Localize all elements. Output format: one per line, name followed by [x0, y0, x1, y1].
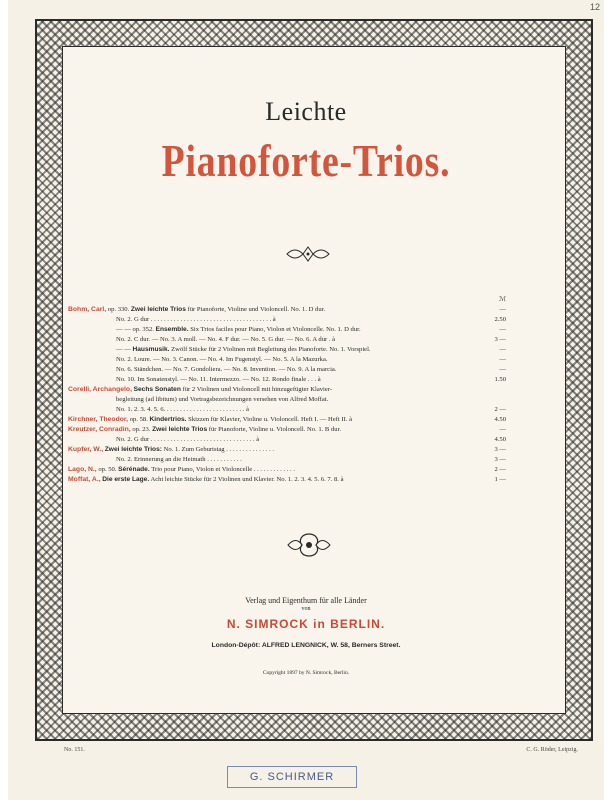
entry-detail: No. 1. Zum Geburtstag . . . . . . . . . . . . . . .: [161, 446, 275, 453]
catalogue-entry: [68, 335, 506, 345]
entry-price: 3 —: [494, 456, 506, 463]
work-title: Hausmusik.: [132, 346, 170, 353]
engraver-credit: C. G. Röder, Leipzig.: [526, 747, 578, 753]
work-title: Ensemble.: [155, 326, 189, 333]
work-title: Zwei leichte Trios: [130, 306, 186, 313]
ornament-divider-icon: [285, 244, 331, 264]
entry-text: op. 23.: [130, 426, 153, 433]
catalogue-entry: [68, 405, 506, 415]
plate-number: No. 151.: [64, 747, 85, 753]
entry-detail: Acht leichte Stücke für 2 Violinen und Klavier. No. 1. 2. 3. 4. 5. 6. 7. 8. à: [149, 476, 344, 483]
entry-price: 3 —: [494, 336, 506, 343]
catalogue-entry: [68, 435, 506, 445]
composer-name: Kupfer, W.,: [68, 446, 104, 453]
entry-text: op. 58.: [128, 416, 150, 423]
work-title: Sechs Sonaten: [133, 386, 181, 393]
price-column-header: ℳ: [498, 296, 506, 303]
catalogue-entry: [68, 325, 506, 335]
composer-name: Bohm, Carl,: [68, 306, 107, 313]
copyright-notice: Copyright 1897 by N. Simrock, Berlin.: [262, 670, 350, 676]
entry-text: No. 6. Ständchen. — No. 7. Gondoliera. — No. 8. Invention. — No. 9. A la marcia.: [116, 366, 337, 373]
title-leichte: Leichte: [265, 97, 347, 126]
work-title: Sérénade.: [118, 466, 150, 473]
work-title: Kindertrios.: [149, 416, 187, 423]
entry-price: 4.50: [494, 436, 506, 443]
catalogue-entry: [68, 415, 506, 425]
entry-detail: Trio pour Piano, Violon et Violoncelle . . . . . . . . . . . . .: [149, 466, 295, 473]
entry-price: —: [499, 306, 506, 313]
catalogue-entry: [68, 445, 506, 455]
publisher-name: N. SIMROCK in BERLIN.: [226, 617, 386, 631]
entry-text: op. 330.: [106, 306, 131, 313]
composer-name: Lago, N.,: [68, 466, 97, 473]
entry-price: 4.50: [494, 416, 506, 423]
catalogue-entry: [68, 305, 506, 315]
entry-detail: Six Trios faciles pour Piano, Violon et Violoncelle. No. 1. D dur.: [188, 326, 361, 333]
catalogue-entry: [68, 375, 506, 385]
entry-text: No. 2. C dur. — No. 3. A moll. — No. 4. F dur. — No. 5. G dur. — No. 6. A dur . à: [116, 336, 336, 343]
catalogue-entry: [68, 465, 506, 475]
catalogue-entry: [68, 345, 506, 355]
entry-text: No. 1. 2. 3. 4. 5. 6. . . . . . . . . . . . . . . . . . . . . . . . . à: [116, 406, 249, 413]
catalogue-entry: [68, 365, 506, 375]
entry-price: —: [499, 326, 506, 333]
catalogue-entry: [68, 385, 506, 395]
entry-detail: . . . . . . . . . . . . . . . . . . . . . . . . . . . . . . . . . . . . . à: [149, 316, 276, 323]
entry-text: No. 2. G dur . . . . . . . . . . . . . . . . . . . . . . . . . . . . . . . . à: [116, 436, 260, 443]
work-title: Zwei leichte Trios:: [104, 446, 162, 453]
entry-text: op. 50.: [96, 466, 119, 473]
catalogue-entry: [68, 475, 506, 485]
london-depot: London-Dépôt: ALFRED LENGNICK, W. 58, Berners Street.: [211, 642, 401, 649]
score-cover-page: [8, 0, 604, 800]
work-title: Die erste Lage.: [102, 476, 150, 483]
catalogue-list: [68, 295, 506, 485]
publisher-von: von: [301, 606, 311, 612]
entry-detail: für 2 Violinen und Violoncell mit hinzugefügter Klavier-: [180, 386, 333, 393]
composer-name: Kreutzer, Conradin,: [68, 426, 131, 433]
entry-text: — — op. 352.: [116, 326, 156, 333]
entry-detail: Skizzen für Klavier, Violine u. Violoncell. Heft I. — Heft II. à: [186, 416, 353, 423]
entry-text: No. 2. Loure. — No. 3. Canon. — No. 4. Im Fugenstyl. — No. 5. A la Mazurka.: [116, 356, 328, 363]
entry-price: 2 —: [494, 466, 506, 473]
catalogue-entry: [68, 455, 506, 465]
entry-price: 1.50: [494, 376, 506, 383]
entry-text: No. 2. G dur: [116, 316, 150, 323]
ornament-vignette-icon: [284, 530, 334, 560]
catalogue-entry: [68, 355, 506, 365]
entry-price: —: [499, 356, 506, 363]
catalogue-entry: [68, 395, 506, 405]
entry-detail: für Pianoforte, Violine und Violoncell. No. 1. D dur.: [185, 306, 326, 313]
corner-number: 12: [589, 2, 600, 12]
entry-text: begleitung (ad libitum) und Vortragsbezeichnungen versehen von Alfred Moffat.: [116, 396, 329, 403]
entry-price: —: [499, 426, 506, 433]
entry-detail: Zwölf Stücke für 2 Violinen mit Begleitung des Pianoforte. No. 1. Vorspiel.: [169, 346, 371, 353]
entry-detail: für Pianoforte, Violine u. Violoncell. No. 1. B dur.: [207, 426, 342, 433]
entry-text: — —: [116, 346, 133, 353]
entry-text: No. 2. Erinnerung an die Heimath . . . . . . . . . . .: [116, 456, 242, 463]
schirmer-stamp: G. SCHIRMER: [227, 766, 357, 788]
work-title: Zwei leichte Trios: [152, 426, 208, 433]
entry-price: 2 —: [494, 406, 506, 413]
title-pianoforte-trios: Pianoforte-Trios.: [161, 135, 451, 186]
entry-price: 3 —: [494, 446, 506, 453]
composer-name: Moffat, A.,: [68, 476, 101, 483]
entry-price: —: [499, 366, 506, 373]
publisher-line1: Verlag und Eigenthum für alle Länder: [245, 596, 367, 605]
entry-price: 2.50: [494, 316, 506, 323]
composer-name: Kirchner, Theodor,: [68, 416, 129, 423]
catalogue-entry: [68, 425, 506, 435]
entry-text: No. 10. Im Sonatenstyl. — No. 11. Intermezzo. — No. 12. Rondo finale . . . à: [116, 376, 321, 383]
catalogue-entry: [68, 315, 506, 325]
entry-price: 1 —: [494, 476, 506, 483]
entry-price: —: [499, 346, 506, 353]
composer-name: Corelli, Archangelo,: [68, 386, 132, 393]
